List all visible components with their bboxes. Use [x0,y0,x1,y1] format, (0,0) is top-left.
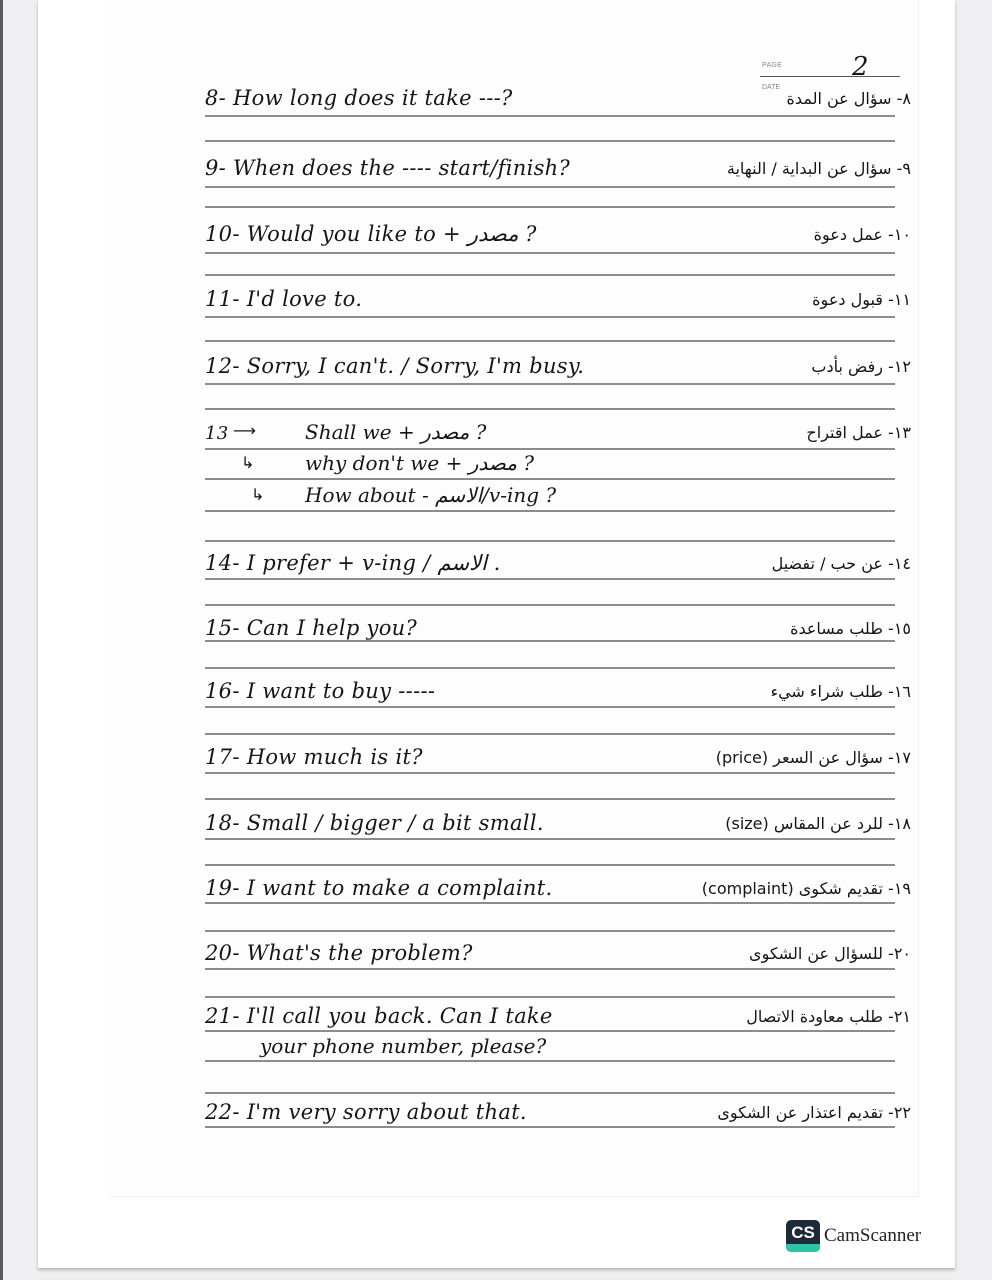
page-number: 2 [852,52,869,82]
curved-arrow-icon: ↳ [251,485,265,504]
notebook-scan [110,0,919,1197]
curved-arrow-icon: ↳ [241,453,255,472]
english-phrase: 11- I'd love to. [205,287,363,311]
entry-22 [205,1094,911,1130]
entry-21-line-2 [205,1030,905,1066]
english-phrase: 18- Small / bigger / a bit small. [205,811,544,835]
page-label: PAGE [762,62,783,69]
entry-16 [205,673,911,709]
camscanner-logo-text: CamScanner [824,1225,922,1246]
arabic-note: ١٨- للرد عن المقاس (size) [725,814,911,833]
ruled-line [205,206,895,208]
arabic-note: ٢٠- للسؤال عن الشكوى [749,944,911,963]
ruled-line [205,798,895,800]
date-label: DATE [762,84,781,91]
ruled-line [205,733,895,735]
entry-15 [205,610,911,646]
ruled-line [205,274,895,276]
entry-13-variant-1 [205,444,905,480]
ruled-line [205,604,895,606]
english-phrase: 14- I prefer + v-ing / الاسم . [205,551,501,575]
english-phrase: 22- I'm very sorry about that. [205,1100,527,1124]
entry-17 [205,739,911,775]
entry-number: 13 [205,423,229,444]
english-phrase: 17- How much is it? [205,745,423,769]
english-phrase: 8- How long does it take ---? [205,86,513,110]
camscanner-logo-icon: CS [786,1220,820,1252]
entry-8 [205,80,911,116]
arabic-note: ٢٢- تقديم اعتذار عن الشكوى [717,1103,911,1122]
english-phrase: 20- What's the problem? [205,941,473,965]
english-phrase: 15- Can I help you? [205,616,418,640]
entry-19 [205,870,911,906]
arrow-right-icon: ⟶ [233,421,256,440]
entry-9 [205,150,911,186]
arabic-note: ١٧- سؤال عن السعر (price) [715,748,911,767]
arabic-note: ١٠- عمل دعوة [813,225,911,244]
english-phrase-continued: your phone number, please? [260,1034,547,1058]
arabic-note: ١٤- عن حب / تفضيل [771,554,911,573]
arabic-note: ١١- قبول دعوة [812,290,911,309]
entry-12 [205,348,911,384]
english-phrase: 9- When does the ---- start/finish? [205,156,571,180]
viewer-left-border [0,0,3,1280]
arabic-note: ١٣- عمل اقتراح [806,423,911,442]
arabic-note: ١٦- طلب شراء شيء [770,682,911,701]
arabic-note: ١٩- تقديم شكوى (complaint) [701,879,911,898]
camscanner-watermark [786,1220,921,1252]
english-phrase: 21- I'll call you back. Can I take [205,1004,553,1028]
ruled-line [205,252,895,254]
entry-13-variant-2 [205,476,905,512]
arabic-note: ٩- سؤال عن البداية / النهاية [726,159,911,178]
ruled-line [205,186,895,188]
english-phrase: Shall we + مصدر ? [305,420,487,444]
entry-18 [205,805,911,841]
arabic-note: ١٢- رفض بأدب [811,357,911,376]
entry-21 [205,998,911,1034]
english-phrase: 10- Would you like to + مصدر ? [205,222,537,246]
english-phrase: why don't we + مصدر ? [305,451,535,475]
ruled-line [205,930,895,932]
scanned-page [38,0,955,1268]
arabic-note: ٨- سؤال عن المدة [786,89,911,108]
ruled-line [205,140,895,142]
entry-10 [205,216,911,252]
ruled-line [205,408,895,410]
entry-14 [205,545,911,581]
english-phrase: 12- Sorry, I can't. / Sorry, I'm busy. [205,354,585,378]
english-phrase: How about - الاسم/v-ing ? [305,483,557,507]
english-phrase: 19- I want to make a complaint. [205,876,553,900]
ruled-line [205,667,895,669]
entry-11 [205,281,911,317]
ruled-line [205,540,895,542]
ruled-line [205,340,895,342]
entry-20 [205,935,911,971]
english-phrase: 16- I want to buy ----- [205,679,436,703]
arabic-note: ٢١- طلب معاودة الاتصال [746,1007,911,1026]
ruled-line [205,864,895,866]
page-number-rule [760,76,900,77]
arabic-note: ١٥- طلب مساعدة [790,619,911,638]
